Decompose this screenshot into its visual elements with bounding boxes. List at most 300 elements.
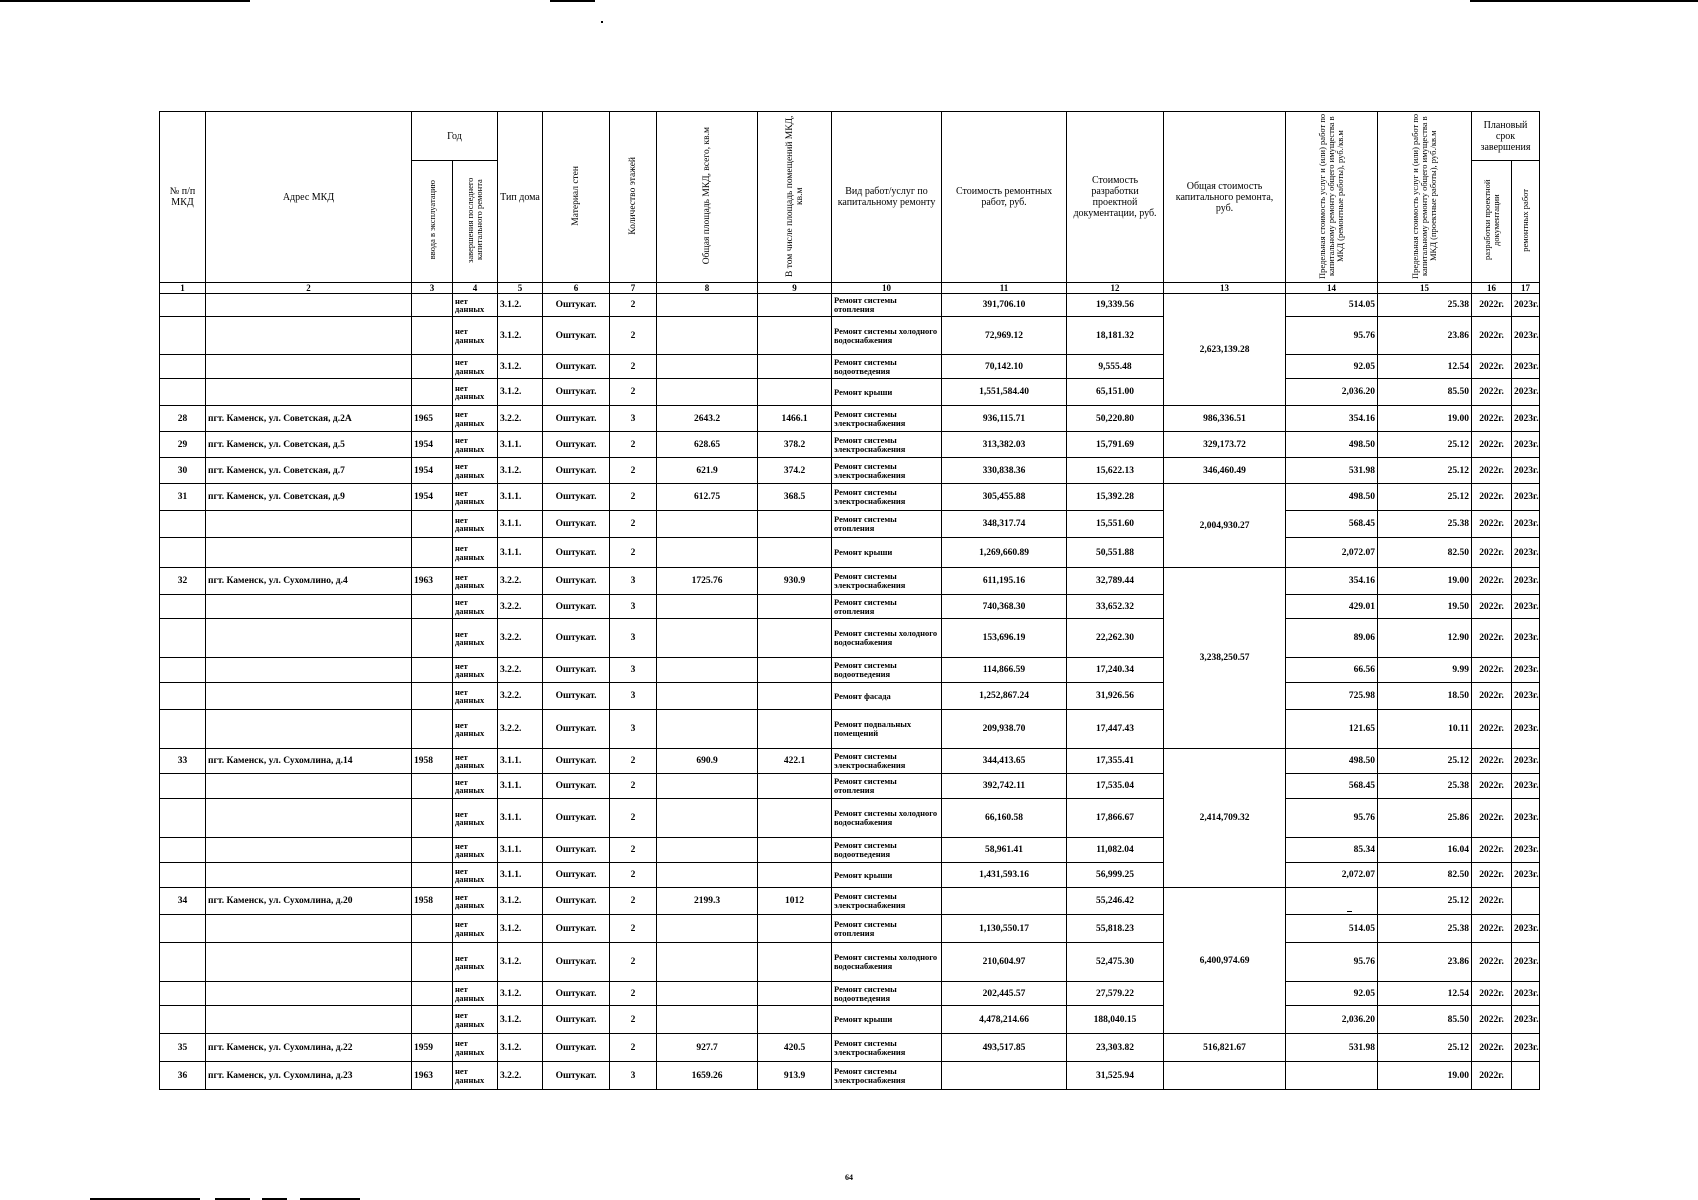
limit-design-cost: 25.12 (1378, 458, 1472, 484)
deadline-design: 2022г. (1472, 838, 1512, 863)
year-last-repair: нет данных (453, 799, 498, 838)
work-type: Ремонт системы холодного водоснабжения (832, 317, 942, 355)
floor-count: 3 (610, 658, 657, 683)
wall-material: Оштукат. (543, 538, 610, 568)
total-area: 2199.3 (657, 888, 758, 915)
year-last-repair: нет данных (453, 1034, 498, 1062)
work-type: Ремонт системы электроснабжения (832, 432, 942, 458)
header-num: № п/п МКД (160, 112, 206, 283)
deadline-repair: 2023г. (1512, 863, 1540, 888)
total-area: 1725.76 (657, 568, 758, 595)
house-address (206, 943, 412, 982)
repair-cost: 4,478,214.66 (942, 1006, 1067, 1034)
house-number (160, 774, 206, 799)
year-commission (412, 799, 453, 838)
total-repair-cost: 329,173.72 (1164, 432, 1286, 458)
wall-material: Оштукат. (543, 511, 610, 538)
repair-cost: 202,445.57 (942, 982, 1067, 1006)
deadline-design: 2022г. (1472, 1034, 1512, 1062)
limit-design-cost: 16.04 (1378, 838, 1472, 863)
year-commission (412, 355, 453, 379)
premises-area: 913.9 (758, 1062, 832, 1090)
repair-cost: 70,142.10 (942, 355, 1067, 379)
column-number-row (160, 283, 1540, 294)
deadline-design: 2022г. (1472, 710, 1512, 749)
total-area (657, 774, 758, 799)
floor-count: 3 (610, 595, 657, 619)
deadline-design: 2022г. (1472, 317, 1512, 355)
deadline-design: 2022г. (1472, 484, 1512, 511)
limit-repair-cost: 2,072.07 (1286, 863, 1378, 888)
deadline-repair: 2023г. (1512, 943, 1540, 982)
design-cost: 17,535.04 (1067, 774, 1164, 799)
year-last-repair: нет данных (453, 888, 498, 915)
repair-cost (942, 888, 1067, 915)
year-last-repair: нет данных (453, 710, 498, 749)
premises-area (758, 710, 832, 749)
limit-design-cost: 25.12 (1378, 484, 1472, 511)
house-type: 3.1.1. (498, 538, 543, 568)
total-repair-cost: 2,414,709.32 (1164, 749, 1286, 888)
limit-repair-cost: 725.98 (1286, 683, 1378, 710)
house-type: 3.1.2. (498, 888, 543, 915)
floor-count: 2 (610, 749, 657, 774)
floor-count: 2 (610, 484, 657, 511)
floor-count: 2 (610, 1034, 657, 1062)
limit-design-cost: 25.12 (1378, 888, 1472, 915)
house-number (160, 982, 206, 1006)
header-total-area: Общая площадь МКД, всего, кв.м (657, 112, 758, 283)
work-type: Ремонт крыши (832, 1006, 942, 1034)
column-number: 16 (1472, 283, 1512, 294)
table-row (160, 406, 1540, 432)
premises-area (758, 379, 832, 406)
column-number: 17 (1512, 283, 1540, 294)
floor-count: 2 (610, 982, 657, 1006)
year-commission: 1958 (412, 749, 453, 774)
floor-count: 2 (610, 511, 657, 538)
deadline-design: 2022г. (1472, 915, 1512, 943)
design-cost: 50,551.88 (1067, 538, 1164, 568)
table-row (160, 511, 1540, 538)
repair-cost: 611,195.16 (942, 568, 1067, 595)
house-number (160, 915, 206, 943)
limit-repair-cost: 89.06 (1286, 619, 1378, 658)
premises-area: 374.2 (758, 458, 832, 484)
house-address (206, 658, 412, 683)
year-commission (412, 595, 453, 619)
table-row (160, 1006, 1540, 1034)
total-area (657, 683, 758, 710)
limit-design-cost: 12.54 (1378, 982, 1472, 1006)
repair-cost: 209,938.70 (942, 710, 1067, 749)
premises-area (758, 595, 832, 619)
deadline-design: 2022г. (1472, 458, 1512, 484)
design-cost: 31,926.56 (1067, 683, 1164, 710)
design-cost: 22,262.30 (1067, 619, 1164, 658)
total-area: 628.65 (657, 432, 758, 458)
premises-area (758, 355, 832, 379)
year-commission (412, 863, 453, 888)
house-type: 3.2.2. (498, 568, 543, 595)
house-type: 3.1.2. (498, 1006, 543, 1034)
work-type: Ремонт системы электроснабжения (832, 749, 942, 774)
house-type: 3.1.1. (498, 774, 543, 799)
design-cost: 15,392.28 (1067, 484, 1164, 511)
premises-area (758, 943, 832, 982)
floor-count: 2 (610, 538, 657, 568)
header-limit-design: Предельная стоимость услуг и (или) работ по капитальному ремонту общего имущества в МКД (проектные работы), руб./кв.м (1378, 112, 1472, 283)
house-type: 3.2.2. (498, 658, 543, 683)
floor-count: 2 (610, 432, 657, 458)
work-type: Ремонт системы водоотведения (832, 982, 942, 1006)
deadline-design: 2022г. (1472, 619, 1512, 658)
design-cost: 65,151.00 (1067, 379, 1164, 406)
house-address: пгт. Каменск, ул. Сухомлина, д.14 (206, 749, 412, 774)
house-type: 3.1.2. (498, 982, 543, 1006)
floor-count: 3 (610, 683, 657, 710)
work-type: Ремонт системы водоотведения (832, 658, 942, 683)
house-address (206, 710, 412, 749)
deadline-repair: 2023г. (1512, 355, 1540, 379)
table-row (160, 749, 1540, 774)
deadline-repair: 2023г. (1512, 799, 1540, 838)
premises-area: 422.1 (758, 749, 832, 774)
house-address (206, 538, 412, 568)
house-number: 31 (160, 484, 206, 511)
year-commission: 1954 (412, 484, 453, 511)
wall-material: Оштукат. (543, 863, 610, 888)
repair-cost: 210,604.97 (942, 943, 1067, 982)
limit-design-cost: 23.86 (1378, 317, 1472, 355)
deadline-repair: 2023г. (1512, 458, 1540, 484)
wall-material: Оштукат. (543, 379, 610, 406)
design-cost: 52,475.30 (1067, 943, 1164, 982)
table-row (160, 619, 1540, 658)
capital-repair-table (159, 111, 1540, 1090)
deadline-design: 2022г. (1472, 943, 1512, 982)
wall-material: Оштукат. (543, 888, 610, 915)
table-row (160, 863, 1540, 888)
column-number: 14 (1286, 283, 1378, 294)
header-deadline-group: Плановый срок завершения (1472, 112, 1540, 161)
deadline-repair: 2023г. (1512, 683, 1540, 710)
total-area (657, 915, 758, 943)
design-cost: 19,339.56 (1067, 294, 1164, 317)
house-address: пгт. Каменск, ул. Сухомлина, д.20 (206, 888, 412, 915)
premises-area (758, 538, 832, 568)
limit-repair-cost: 95.76 (1286, 943, 1378, 982)
wall-material: Оштукат. (543, 568, 610, 595)
house-number (160, 317, 206, 355)
total-repair-cost: 2,623,139.28 (1164, 294, 1286, 406)
total-area: 690.9 (657, 749, 758, 774)
year-commission (412, 838, 453, 863)
house-number (160, 619, 206, 658)
house-number (160, 863, 206, 888)
work-type: Ремонт крыши (832, 379, 942, 406)
design-cost: 17,355.41 (1067, 749, 1164, 774)
header-deadline-repair: ремонтных работ (1512, 161, 1540, 283)
deadline-repair: 2023г. (1512, 838, 1540, 863)
limit-repair-cost: 92.05 (1286, 982, 1378, 1006)
total-area (657, 982, 758, 1006)
year-last-repair: нет данных (453, 432, 498, 458)
house-number (160, 379, 206, 406)
year-last-repair: нет данных (453, 774, 498, 799)
total-area (657, 1006, 758, 1034)
scan-edge-top-left (0, 0, 250, 2)
limit-repair-cost: 354.16 (1286, 568, 1378, 595)
total-repair-cost: 346,460.49 (1164, 458, 1286, 484)
design-cost: 27,579.22 (1067, 982, 1164, 1006)
work-type: Ремонт системы отопления (832, 595, 942, 619)
deadline-design: 2022г. (1472, 774, 1512, 799)
limit-design-cost: 82.50 (1378, 863, 1472, 888)
work-type: Ремонт системы отопления (832, 294, 942, 317)
deadline-repair: 2023г. (1512, 595, 1540, 619)
limit-design-cost: 25.12 (1378, 1034, 1472, 1062)
limit-design-cost: 12.90 (1378, 619, 1472, 658)
house-address (206, 317, 412, 355)
year-commission (412, 915, 453, 943)
limit-design-cost: 25.86 (1378, 799, 1472, 838)
limit-repair-cost: 498.50 (1286, 432, 1378, 458)
repair-cost: 344,413.65 (942, 749, 1067, 774)
work-type: Ремонт системы водоотведения (832, 838, 942, 863)
table-row (160, 838, 1540, 863)
deadline-design: 2022г. (1472, 294, 1512, 317)
house-type: 3.1.2. (498, 317, 543, 355)
deadline-design: 2022г. (1472, 1062, 1512, 1090)
year-last-repair: нет данных (453, 406, 498, 432)
total-repair-cost: 2,004,930.27 (1164, 484, 1286, 568)
year-last-repair: нет данных (453, 294, 498, 317)
limit-repair-cost: 2,036.20 (1286, 1006, 1378, 1034)
repair-cost: 305,455.88 (942, 484, 1067, 511)
table-row (160, 982, 1540, 1006)
table-row (160, 799, 1540, 838)
work-type: Ремонт крыши (832, 863, 942, 888)
work-type: Ремонт системы электроснабжения (832, 1034, 942, 1062)
year-commission (412, 511, 453, 538)
total-area (657, 355, 758, 379)
year-last-repair: нет данных (453, 458, 498, 484)
design-cost: 17,447.43 (1067, 710, 1164, 749)
scan-mark (601, 21, 603, 23)
house-number (160, 355, 206, 379)
total-repair-cost: 3,238,250.57 (1164, 568, 1286, 749)
year-last-repair: нет данных (453, 595, 498, 619)
year-commission (412, 710, 453, 749)
column-number: 8 (657, 283, 758, 294)
deadline-design: 2022г. (1472, 683, 1512, 710)
premises-area: 1466.1 (758, 406, 832, 432)
year-commission: 1963 (412, 1062, 453, 1090)
premises-area (758, 1006, 832, 1034)
total-area: 612.75 (657, 484, 758, 511)
limit-design-cost: 25.12 (1378, 432, 1472, 458)
wall-material: Оштукат. (543, 982, 610, 1006)
column-number: 1 (160, 283, 206, 294)
limit-repair-cost: 92.05 (1286, 355, 1378, 379)
header-year-commission: ввода в эксплуатацию (412, 161, 453, 283)
table-header (160, 112, 1540, 294)
house-number (160, 538, 206, 568)
table-row (160, 458, 1540, 484)
floor-count: 2 (610, 838, 657, 863)
header-total-cost: Общая стоимость капитального ремонта, руб. (1164, 112, 1286, 283)
house-address (206, 838, 412, 863)
table-body (160, 294, 1540, 1090)
work-type: Ремонт крыши (832, 538, 942, 568)
limit-repair-cost: 66.56 (1286, 658, 1378, 683)
house-address (206, 915, 412, 943)
year-commission (412, 1006, 453, 1034)
column-number: 11 (942, 283, 1067, 294)
header-deadline-design: разработки проектной документации (1472, 161, 1512, 283)
work-type: Ремонт системы электроснабжения (832, 406, 942, 432)
wall-material: Оштукат. (543, 1062, 610, 1090)
limit-repair-cost: 531.98 (1286, 458, 1378, 484)
floor-count: 2 (610, 355, 657, 379)
limit-repair-cost: 354.16 (1286, 406, 1378, 432)
column-number: 7 (610, 283, 657, 294)
house-type: 3.1.2. (498, 355, 543, 379)
year-last-repair: нет данных (453, 838, 498, 863)
repair-cost (942, 1062, 1067, 1090)
design-cost: 56,999.25 (1067, 863, 1164, 888)
total-area (657, 943, 758, 982)
house-address: пгт. Каменск, ул. Советская, д.2А (206, 406, 412, 432)
deadline-design: 2022г. (1472, 658, 1512, 683)
repair-cost: 66,160.58 (942, 799, 1067, 838)
year-last-repair: нет данных (453, 511, 498, 538)
premises-area: 378.2 (758, 432, 832, 458)
limit-repair-cost: 531.98 (1286, 1034, 1378, 1062)
year-commission (412, 943, 453, 982)
design-cost: 17,240.34 (1067, 658, 1164, 683)
premises-area (758, 838, 832, 863)
year-commission (412, 774, 453, 799)
design-cost: 15,551.60 (1067, 511, 1164, 538)
wall-material: Оштукат. (543, 355, 610, 379)
limit-design-cost: 19.00 (1378, 406, 1472, 432)
total-area (657, 379, 758, 406)
deadline-repair: 2023г. (1512, 538, 1540, 568)
house-type: 3.1.2. (498, 379, 543, 406)
deadline-design: 2022г. (1472, 863, 1512, 888)
deadline-design: 2022г. (1472, 1006, 1512, 1034)
header-limit-repair: Предельная стоимость услуг и (или) работ по капитальному ремонту общего имущества в МКД (ремонтные работы), руб./кв.м (1286, 112, 1378, 283)
total-repair-cost (1164, 1062, 1286, 1090)
house-type: 3.1.1. (498, 838, 543, 863)
deadline-repair: 2023г. (1512, 379, 1540, 406)
column-number: 9 (758, 283, 832, 294)
year-last-repair: нет данных (453, 317, 498, 355)
total-area (657, 799, 758, 838)
total-area: 927.7 (657, 1034, 758, 1062)
deadline-design: 2022г. (1472, 888, 1512, 915)
work-type: Ремонт системы холодного водоснабжения (832, 619, 942, 658)
limit-design-cost: 19.00 (1378, 1062, 1472, 1090)
floor-count: 2 (610, 294, 657, 317)
limit-design-cost: 25.38 (1378, 774, 1472, 799)
design-cost: 32,789.44 (1067, 568, 1164, 595)
total-area (657, 511, 758, 538)
limit-repair-cost: 514.05 (1286, 915, 1378, 943)
house-number (160, 658, 206, 683)
total-repair-cost: 516,821.67 (1164, 1034, 1286, 1062)
year-commission: 1965 (412, 406, 453, 432)
wall-material: Оштукат. (543, 432, 610, 458)
house-number (160, 595, 206, 619)
year-last-repair: нет данных (453, 568, 498, 595)
limit-design-cost: 25.38 (1378, 511, 1472, 538)
year-last-repair: нет данных (453, 538, 498, 568)
repair-cost: 392,742.11 (942, 774, 1067, 799)
house-type: 3.1.1. (498, 432, 543, 458)
premises-area (758, 619, 832, 658)
deadline-design: 2022г. (1472, 982, 1512, 1006)
house-address (206, 595, 412, 619)
year-last-repair: нет данных (453, 379, 498, 406)
deadline-repair: 2023г. (1512, 915, 1540, 943)
year-commission (412, 379, 453, 406)
wall-material: Оштукат. (543, 683, 610, 710)
house-number: 36 (160, 1062, 206, 1090)
design-cost: 23,303.82 (1067, 1034, 1164, 1062)
house-number (160, 943, 206, 982)
year-last-repair: нет данных (453, 683, 498, 710)
limit-repair-cost: 2,036.20 (1286, 379, 1378, 406)
year-commission (412, 982, 453, 1006)
house-number: 28 (160, 406, 206, 432)
design-cost: 55,818.23 (1067, 915, 1164, 943)
deadline-design: 2022г. (1472, 595, 1512, 619)
work-type: Ремонт системы отопления (832, 511, 942, 538)
house-type: 3.1.1. (498, 484, 543, 511)
deadline-design: 2022г. (1472, 538, 1512, 568)
deadline-repair: 2023г. (1512, 484, 1540, 511)
floor-count: 2 (610, 799, 657, 838)
design-cost: 31,525.94 (1067, 1062, 1164, 1090)
limit-design-cost: 25.38 (1378, 294, 1472, 317)
year-last-repair: нет данных (453, 658, 498, 683)
repair-cost: 740,368.30 (942, 595, 1067, 619)
design-cost: 15,791.69 (1067, 432, 1164, 458)
house-type: 3.1.1. (498, 511, 543, 538)
deadline-design: 2022г. (1472, 406, 1512, 432)
work-type: Ремонт системы холодного водоснабжения (832, 943, 942, 982)
column-number: 15 (1378, 283, 1472, 294)
deadline-design: 2022г. (1472, 379, 1512, 406)
premises-area (758, 317, 832, 355)
limit-design-cost: 19.00 (1378, 568, 1472, 595)
total-area (657, 710, 758, 749)
deadline-design: 2022г. (1472, 432, 1512, 458)
premises-area (758, 982, 832, 1006)
house-type: 3.1.2. (498, 294, 543, 317)
premises-area (758, 774, 832, 799)
house-address (206, 511, 412, 538)
header-repair-cost: Стоимость ремонтных работ, руб. (942, 112, 1067, 283)
limit-design-cost: 12.54 (1378, 355, 1472, 379)
column-number: 5 (498, 283, 543, 294)
house-type: 3.2.2. (498, 595, 543, 619)
floor-count: 3 (610, 1062, 657, 1090)
design-cost: 55,246.42 (1067, 888, 1164, 915)
